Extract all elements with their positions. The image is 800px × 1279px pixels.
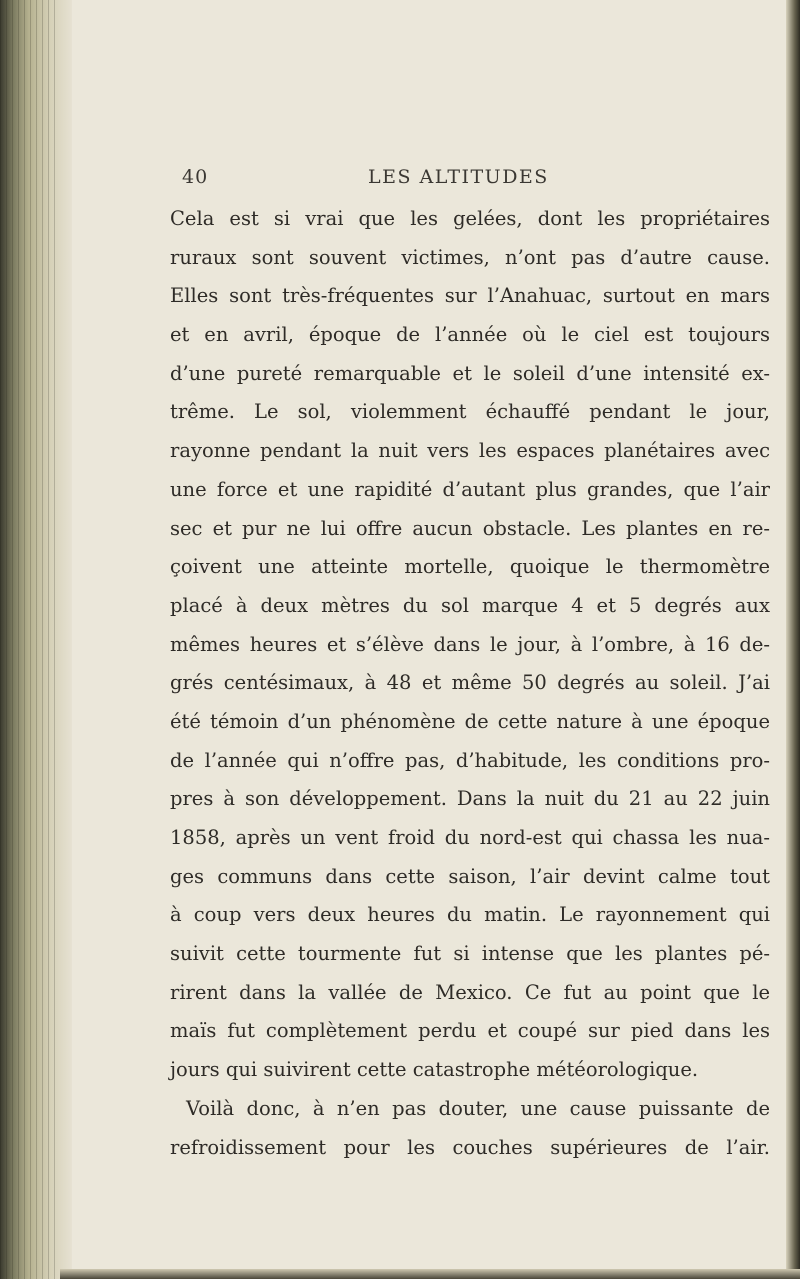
- text-line: rirent dans la vallée de Mexico. Ce fut au point que le: [170, 980, 770, 1004]
- text-line: maïs fut complètement perdu et coupé sur pied dans les: [170, 1019, 770, 1043]
- text-line: Cela est si vrai que les gelées, dont les propriétaires: [170, 207, 770, 230]
- text-line: ges communs dans cette saison, l’air devint calme tout: [170, 864, 770, 888]
- text-line: rayonne pendant la nuit vers les espaces planétaires avec: [170, 439, 770, 463]
- text-line: çoivent une atteinte mortelle, quoique le thermomètre: [170, 555, 770, 579]
- text-line: ruraux sont souvent victimes, n’ont pas d’autre cause.: [170, 245, 770, 269]
- text-line: suivit cette tourmente fut si intense que les plantes pé-: [170, 942, 770, 966]
- bottom-page-edge: [60, 1269, 800, 1279]
- text-line: pres à son développement. Dans la nuit du 21 au 22 juin: [170, 787, 770, 811]
- text-line: été témoin d’un phénomène de cette nature à une époque: [170, 709, 770, 733]
- running-title: LES ALTITUDES: [368, 166, 549, 188]
- running-header: [182, 166, 782, 196]
- text-line: mêmes heures et s’élève dans le jour, à l’ombre, à 16 de-: [170, 632, 770, 656]
- text-line: 1858, après un vent froid du nord-est qui chassa les nua-: [170, 826, 770, 849]
- text-line: jours qui suivirent cette catastrophe météorologique.: [170, 1058, 699, 1082]
- text-line: et en avril, époque de l’année où le ciel est toujours: [170, 323, 770, 347]
- text-line: grés centésimaux, à 48 et même 50 degrés au soleil. J’ai: [170, 671, 770, 695]
- text-line: refroidissement pour les couches supérieures de l’air.: [170, 1135, 770, 1159]
- text-line: de l’année qui n’offre pas, d’habitude, les conditions pro-: [170, 748, 770, 772]
- page-number: 40: [182, 166, 209, 188]
- body-text: [170, 200, 770, 1167]
- text-line: à coup vers deux heures du matin. Le rayonnement qui: [170, 903, 770, 927]
- page-stack-edge: [0, 0, 60, 1279]
- text-line: placé à deux mètres du sol marque 4 et 5 degrés aux: [170, 593, 770, 617]
- text-line: sec et pur ne lui offre aucun obstacle. Les plantes en re-: [170, 516, 770, 540]
- text-line: d’une pureté remarquable et le soleil d’une intensité ex-: [170, 361, 770, 385]
- right-page-edge: [786, 0, 800, 1279]
- text-line: une force et une rapidité d’autant plus grandes, que l’air: [170, 477, 770, 501]
- text-line: trême. Le sol, violemment échauffé pendant le jour,: [170, 400, 770, 424]
- text-line: Voilà donc, à n’en pas douter, une cause puissante de: [186, 1096, 770, 1120]
- text-line: Elles sont très-fréquentes sur l’Anahuac, surtout en mars: [170, 284, 770, 308]
